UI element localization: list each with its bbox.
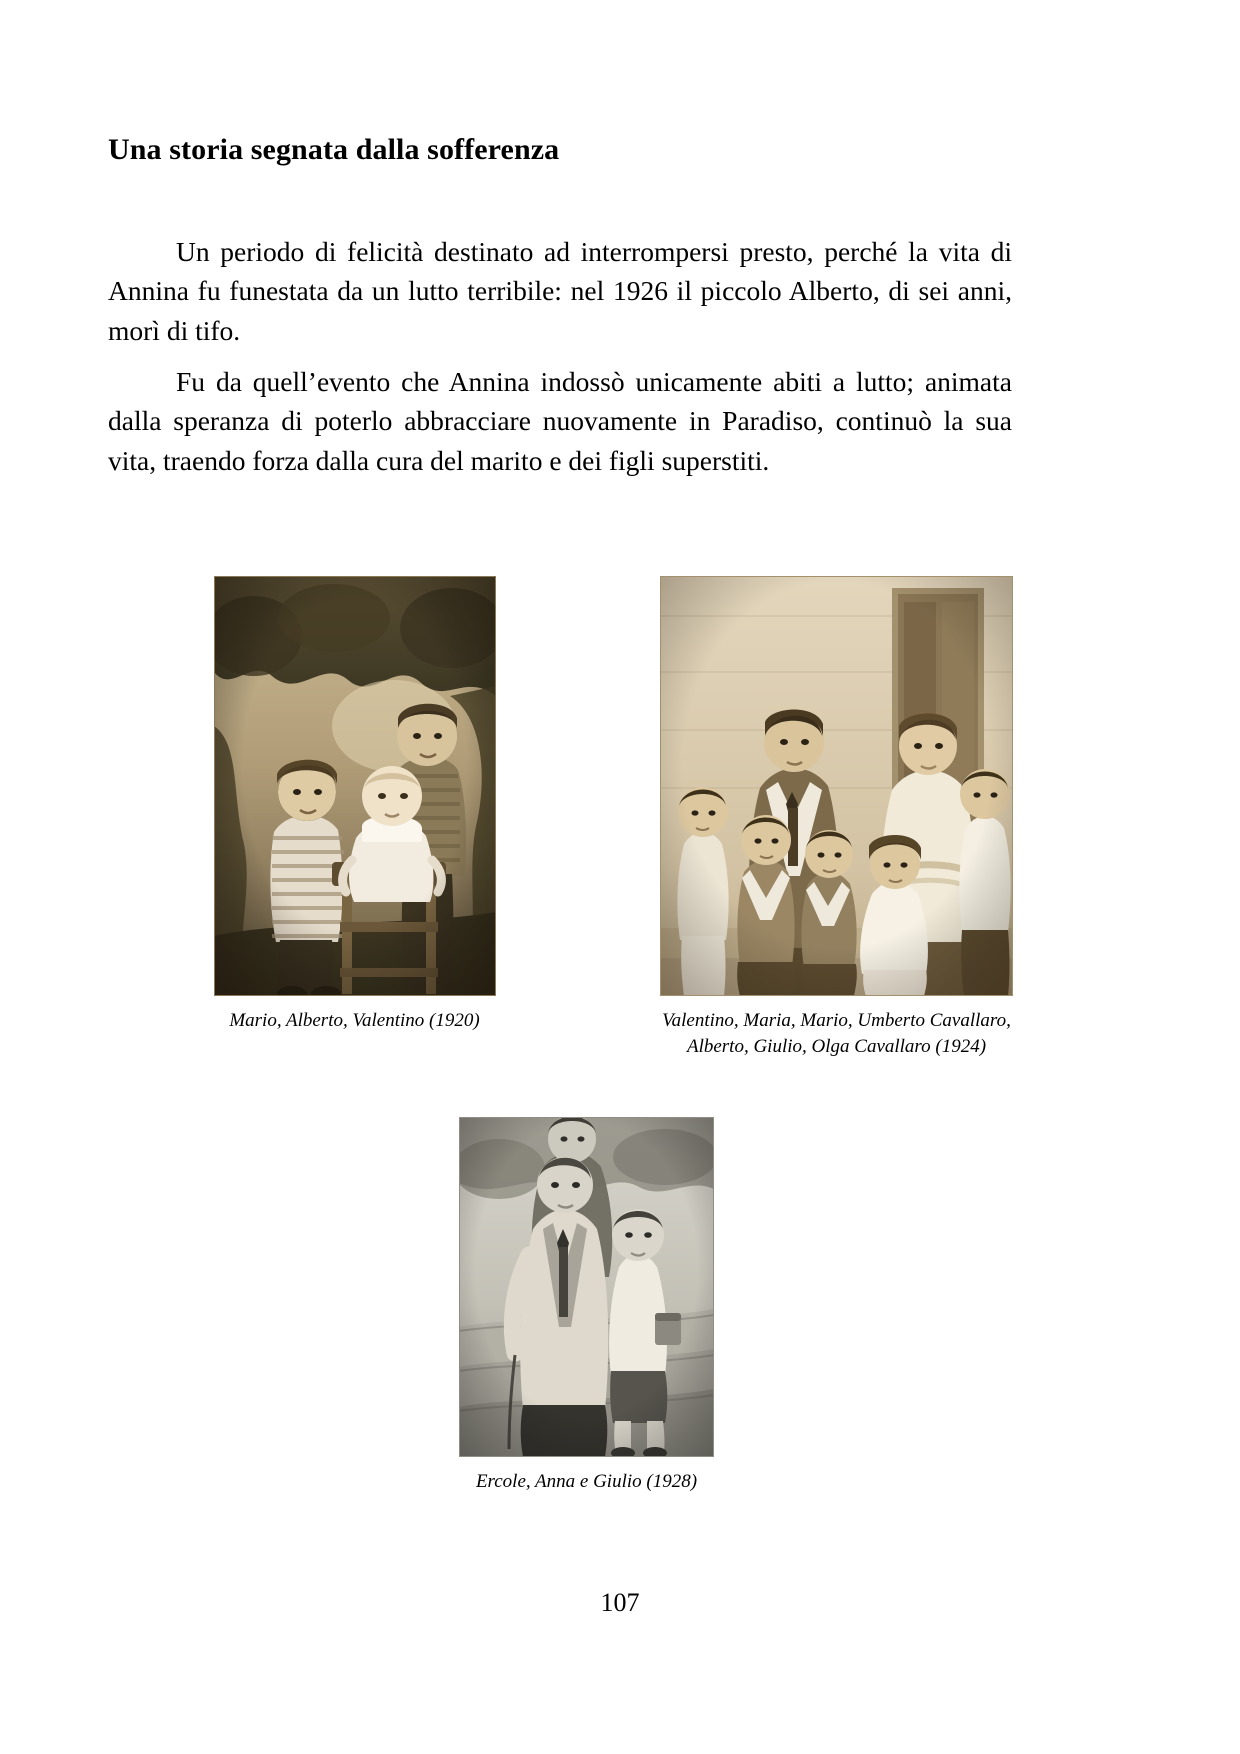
- text-column: [108, 0, 1012, 480]
- figure-group: [0, 560, 1240, 1511]
- body-paragraph-2: Fu da quell’evento che Annina indossò unicamente abiti a lutto; animata dalla speranza di poterlo abbracciare nuovamente in Paradiso, continuò la sua vita, traendo forza dalla cura del marito e dei figli superstiti.: [108, 365, 1012, 476]
- body-paragraph-1: Un periodo di felicità destinato ad interrompersi presto, perché la vita di Annina fu funestata da un lutto terribile: nel 1926 il piccolo Alberto, di sei anni, morì di tifo.: [108, 236, 1012, 346]
- figure-children-1920: [214, 576, 510, 1034]
- figure-caption: Mario, Alberto, Valentino (1920): [229, 1010, 480, 1031]
- figure-family-1924: [660, 576, 1027, 1059]
- page-number: 107: [600, 1588, 640, 1617]
- photo-children-1920: [214, 576, 496, 996]
- figure-ercole-anna-giulio-1928: [459, 1117, 752, 1495]
- figure-caption: Valentino, Maria, Mario, Umberto Cavallaro, Alberto, Giulio, Olga Cavallaro (1924): [662, 1010, 1011, 1057]
- figure-row-bottom: [0, 1101, 1240, 1511]
- page-title: Una storia segnata dalla sofferenza: [108, 133, 560, 166]
- figure-caption: Ercole, Anna e Giulio (1928): [475, 1471, 698, 1493]
- photo-family-1924: [660, 576, 1013, 996]
- photo-ercole-anna-giulio-1928: [459, 1117, 714, 1457]
- figure-row-top: [0, 560, 1240, 1075]
